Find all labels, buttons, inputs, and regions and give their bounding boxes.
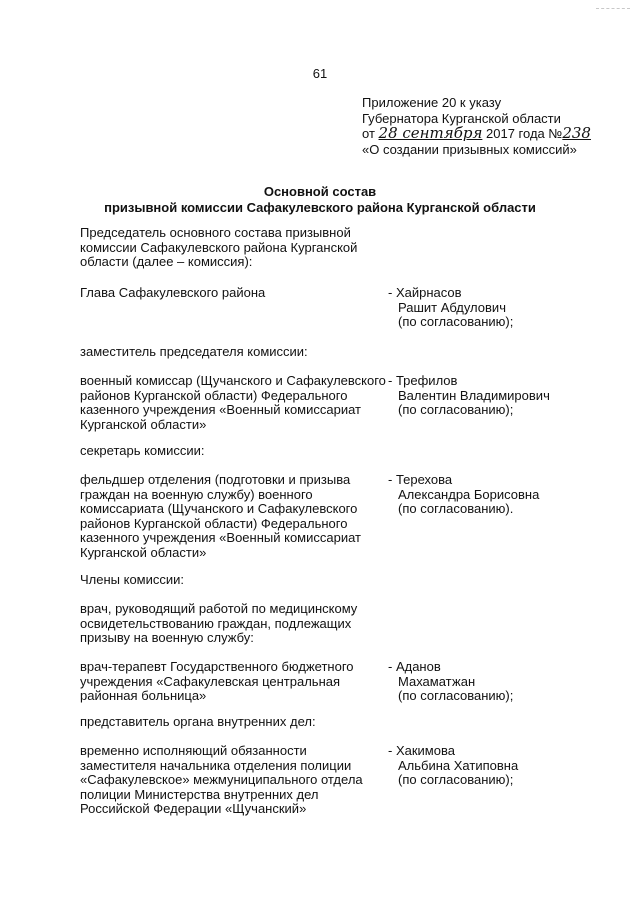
appendix-line-2: Губернатора Курганской области xyxy=(362,110,561,126)
text-line: Курганской области» xyxy=(80,416,207,432)
section-chairman-person xyxy=(388,286,618,330)
person-name: Александра Борисовна xyxy=(398,486,540,502)
person-name: Альбина Хатиповна xyxy=(398,757,519,773)
text-line: призыву на военную службу: xyxy=(80,630,254,645)
person-note: (по согласованию); xyxy=(398,688,514,703)
document-title xyxy=(0,184,640,215)
text-line: Члены комиссии: xyxy=(80,572,185,587)
title-line-2: призывной комиссии Сафакулевского района Курганской области xyxy=(104,199,536,215)
text-line: заместителя начальника отделения полиции xyxy=(80,757,352,773)
text-line: районов Курганской области) Федерального xyxy=(80,387,348,403)
text-line: врач, руководящий работой по медицинскому xyxy=(80,601,358,616)
person-surname: - Аданов xyxy=(388,659,441,674)
section-police-person xyxy=(388,744,618,788)
section-deputy-heading xyxy=(80,345,390,360)
person-note: (по согласованию); xyxy=(398,314,514,329)
section-members-heading xyxy=(80,573,390,588)
appendix-line-4: «О создании призывных комиссий» xyxy=(362,141,577,157)
section-doctor-position xyxy=(80,660,390,704)
person-note: (по согласованию); xyxy=(398,772,514,787)
text-line: представитель органа внутренних дел: xyxy=(80,714,316,729)
person-surname: - Хайрнасов xyxy=(388,285,462,300)
section-police-position xyxy=(80,744,390,817)
section-police-heading xyxy=(80,715,390,730)
text-line: области (далее – комиссия): xyxy=(80,254,253,269)
text-line: учреждения «Сафакулевская центральная xyxy=(80,673,341,689)
appendix-header xyxy=(362,95,591,157)
text-line: секретарь комиссии: xyxy=(80,443,205,458)
section-doctor-heading xyxy=(80,602,390,646)
appendix-line-1: Приложение 20 к указу xyxy=(362,95,502,110)
text-line: районов Курганской области) Федерального xyxy=(80,515,348,531)
handwritten-date: 28 сентября xyxy=(378,124,483,142)
person-surname: - Терехова xyxy=(388,472,453,487)
section-chairman-heading xyxy=(80,226,390,270)
page-number: 61 xyxy=(312,66,328,81)
section-doctor-person xyxy=(388,660,618,704)
text-line: комиссариата (Щучанского и Сафакулевского xyxy=(80,501,358,516)
text-line: граждан на военную службу) военного xyxy=(80,486,313,502)
text-line: врач-терапевт Государственного бюджетного xyxy=(80,659,354,674)
text-line: Глава Сафакулевского района xyxy=(80,285,266,300)
person-name: Валентин Владимирович xyxy=(398,387,550,403)
text-line: полиции Министерства внутренних дел xyxy=(80,786,319,802)
section-secretary-position xyxy=(80,473,390,560)
text-line: военный комиссар (Щучанского и Сафакулевского xyxy=(80,373,386,388)
text-line: временно исполняющий обязанности xyxy=(80,743,307,758)
text-line: «Сафакулевское» межмуниципального отдела xyxy=(80,772,363,787)
appendix-from-prefix: от xyxy=(362,126,375,141)
text-line: заместитель председателя комиссии: xyxy=(80,344,308,359)
text-line: казенного учреждения «Военный комиссариат xyxy=(80,402,361,417)
person-note: (по согласованию). xyxy=(398,501,514,516)
text-line: Российской Федерации «Щучанский» xyxy=(80,801,307,816)
text-line: казенного учреждения «Военный комиссариат xyxy=(80,530,361,545)
text-line: фельдшер отделения (подготовки и призыва xyxy=(80,472,351,487)
text-line: освидетельствованию граждан, подлежащих xyxy=(80,615,352,631)
person-note: (по согласованию); xyxy=(398,402,514,417)
text-line: Председатель основного состава призывной xyxy=(80,225,351,240)
title-line-1: Основной состав xyxy=(263,184,377,199)
appendix-date-line xyxy=(362,126,591,142)
section-deputy-person xyxy=(388,374,618,418)
section-deputy-position xyxy=(80,374,390,432)
top-corner-mark xyxy=(596,8,630,9)
person-surname: - Трефилов xyxy=(388,373,458,388)
text-line: Курганской области» xyxy=(80,544,207,560)
person-surname: - Хакимова xyxy=(388,743,455,758)
section-chairman-position xyxy=(80,286,390,301)
section-secretary-person xyxy=(388,473,618,517)
handwritten-number: 238 xyxy=(562,124,591,142)
appendix-year-text: 2017 года № xyxy=(486,126,563,141)
text-line: комиссии Сафакулевского района Курганской xyxy=(80,239,358,255)
section-secretary-heading xyxy=(80,444,390,459)
person-name: Рашит Абдулович xyxy=(398,299,506,315)
person-name: Махаматжан xyxy=(398,673,476,689)
text-line: районная больница» xyxy=(80,688,207,703)
